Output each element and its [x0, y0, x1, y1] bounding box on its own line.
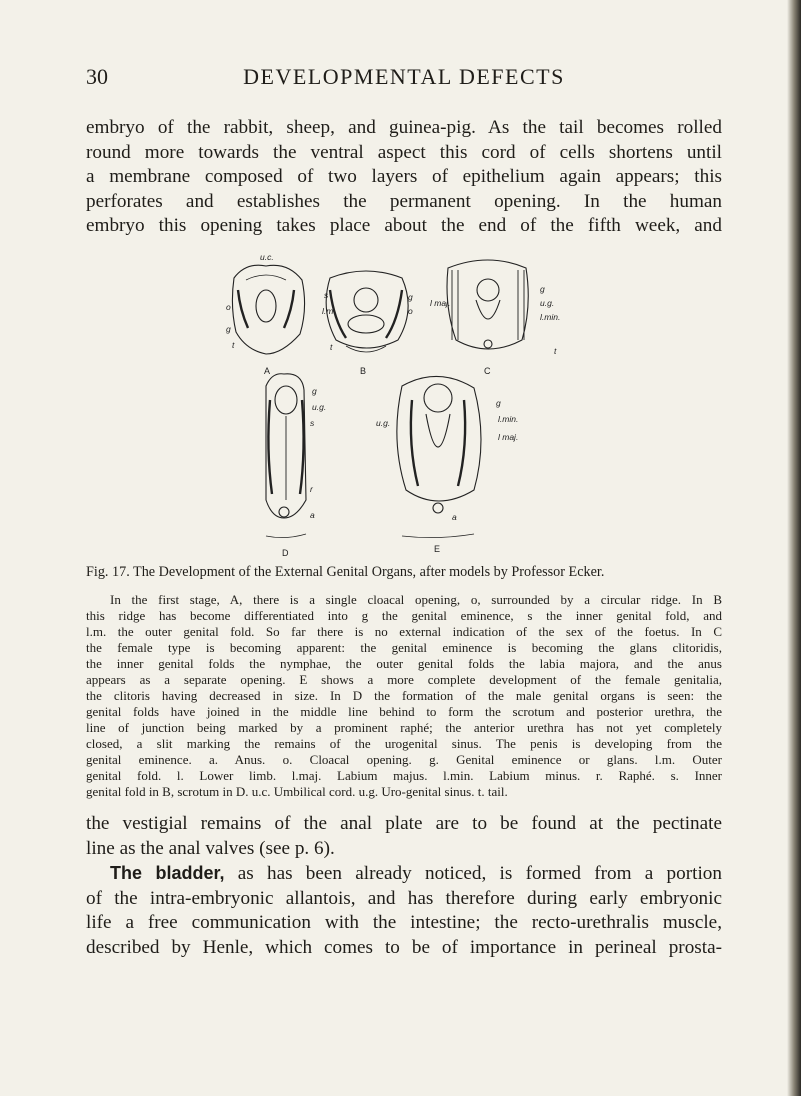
label-ug-e: u.g. — [376, 418, 391, 428]
caption-line: the clitoris having decreased in size. In D the formation of the male genital organs is seen: the — [86, 688, 722, 703]
stage-letter-c: C — [484, 366, 491, 376]
label-lmin-c: l.min. — [540, 312, 561, 322]
label-lmaj-e: l maj. — [498, 432, 519, 442]
caption-line: the inner genital folds the nymphae, the outer genital folds the labia majora, and the anus — [86, 656, 722, 671]
label-a-d: a — [310, 510, 315, 520]
label-lm: l.m — [322, 306, 334, 316]
caption-line: In the first stage, A, there is a single cloacal opening, o, surrounded by a circular ridge. In B — [110, 592, 722, 607]
figure-c-outline — [447, 260, 528, 349]
caption-line: the female type is becoming apparent: the genital eminence is becoming the glans clitoridis, — [86, 640, 722, 655]
text-line: of the intra-embryonic allantois, and has therefore during early embryonic — [86, 887, 722, 909]
figure-illustration — [226, 250, 586, 562]
figure-caption: Fig. 17. The Development of the External Genital Organs, after models by Professor Ecker. — [86, 564, 605, 580]
caption-line: closed, a slit marking the remains of the urogenital sinus. The penis is developing from the — [86, 736, 722, 751]
caption-line: this ridge has become differentiated into g the genital eminence, s the inner genital fold, and — [86, 608, 722, 623]
label-uc: u.c. — [260, 252, 274, 262]
caption-line: genital folds have joined in the middle line behind to form the scrotum and posterior urethra, the — [86, 704, 722, 719]
stage-letter-b: B — [360, 366, 367, 376]
label-t: t — [232, 340, 235, 350]
text-line: life a free communication with the intestine; the recto-urethralis muscle, — [86, 912, 722, 933]
figure-b-opening — [348, 315, 384, 333]
label-a-e: a — [452, 512, 457, 522]
label-o: o — [226, 302, 231, 312]
label-g-d: g — [312, 386, 317, 396]
stage-letter-a: A — [264, 366, 271, 376]
figure-c-vulva — [476, 300, 500, 319]
text-line: a membrane composed of two layers of epithelium again appears; this — [86, 166, 722, 187]
caption-line: genital fold. l. Lower limb. l.maj. Labium majus. l.min. Labium minus. r. Raphé. s. Inner — [86, 768, 722, 783]
label-g-e: g — [496, 398, 501, 408]
bladder-heading: The bladder, — [110, 863, 225, 883]
page-header — [86, 64, 722, 94]
label-s: s — [324, 290, 329, 300]
figure-e-anus — [433, 503, 443, 513]
caption-line: line of junction being marked by a prominent raphé; the anterior urethra has not yet completely — [86, 720, 722, 735]
page-number: 30 — [86, 64, 108, 89]
figure-a-opening — [256, 290, 276, 322]
label-t-c: t — [554, 346, 557, 356]
label-t-b: t — [330, 342, 333, 352]
label-lmaj-c: l maj. — [430, 298, 451, 308]
text-line: line as the anal valves (see p. 6). — [86, 837, 335, 859]
paragraph-bladder — [86, 861, 722, 960]
label-r-d: r — [310, 484, 313, 494]
caption-line: genital fold in B, scrotum in D. u.c. Umbilical cord. u.g. Uro-genital sinus. t. tail. — [86, 784, 508, 799]
figure-e-glans — [424, 384, 452, 412]
text-line: perforates and establishes the permanent opening. In the human — [86, 190, 722, 212]
label-ug-d: u.g. — [312, 402, 327, 412]
label-s-d: s — [310, 418, 315, 428]
label-o-b: o — [408, 306, 413, 316]
figure-a-outline — [232, 265, 304, 354]
text-line: the vestigial remains of the anal plate are to be found at the pectinate — [86, 813, 722, 834]
figure-explanation — [86, 592, 722, 800]
paragraph-anal-plate — [86, 812, 722, 861]
running-head: DEVELOPMENTAL DEFECTS — [243, 64, 565, 89]
label-g-b: g — [408, 292, 413, 302]
label-lmin-e: l.min. — [498, 414, 519, 424]
figure-b-outline — [326, 271, 408, 348]
text-line: embryo of the rabbit, sheep, and guinea-pig. As the tail becomes rolled — [86, 117, 722, 138]
figure-d-anus — [279, 507, 289, 517]
text-line — [86, 861, 722, 887]
stage-letter-e: E — [434, 544, 441, 554]
label-g: g — [226, 324, 231, 334]
label-ug-c: u.g. — [540, 298, 555, 308]
caption-line: l.m. the outer genital fold. So far there is no external indication of the sex of the foetus. In C — [86, 624, 722, 639]
text-segment: as has been already noticed, is formed from a portion — [224, 863, 722, 884]
caption-line: appears as a separate opening. E shows a more complete development of the female genitalia, — [86, 672, 722, 687]
figure-b-glans — [354, 288, 378, 312]
caption-line: genital eminence. a. Anus. o. Cloacal opening. g. Genital eminence or glans. l.m. Outer — [86, 752, 722, 767]
stage-letter-d: D — [282, 548, 289, 558]
page-edge-shadow — [787, 0, 801, 1096]
figure-c-anus — [484, 340, 492, 348]
text-line: described by Henle, which comes to be of importance in perineal prosta- — [86, 936, 722, 958]
figure-e-vulva — [426, 414, 450, 447]
figure-d-glans — [275, 386, 297, 414]
figure-17 — [226, 250, 586, 562]
figure-c-glans — [477, 279, 499, 301]
text-line: embryo this opening takes place about the end of the fifth week, and — [86, 215, 722, 236]
label-g-c: g — [540, 284, 545, 294]
text-line: round more towards the ventral aspect this cord of cells shortens until — [86, 141, 722, 163]
paragraph-intro — [86, 116, 722, 239]
